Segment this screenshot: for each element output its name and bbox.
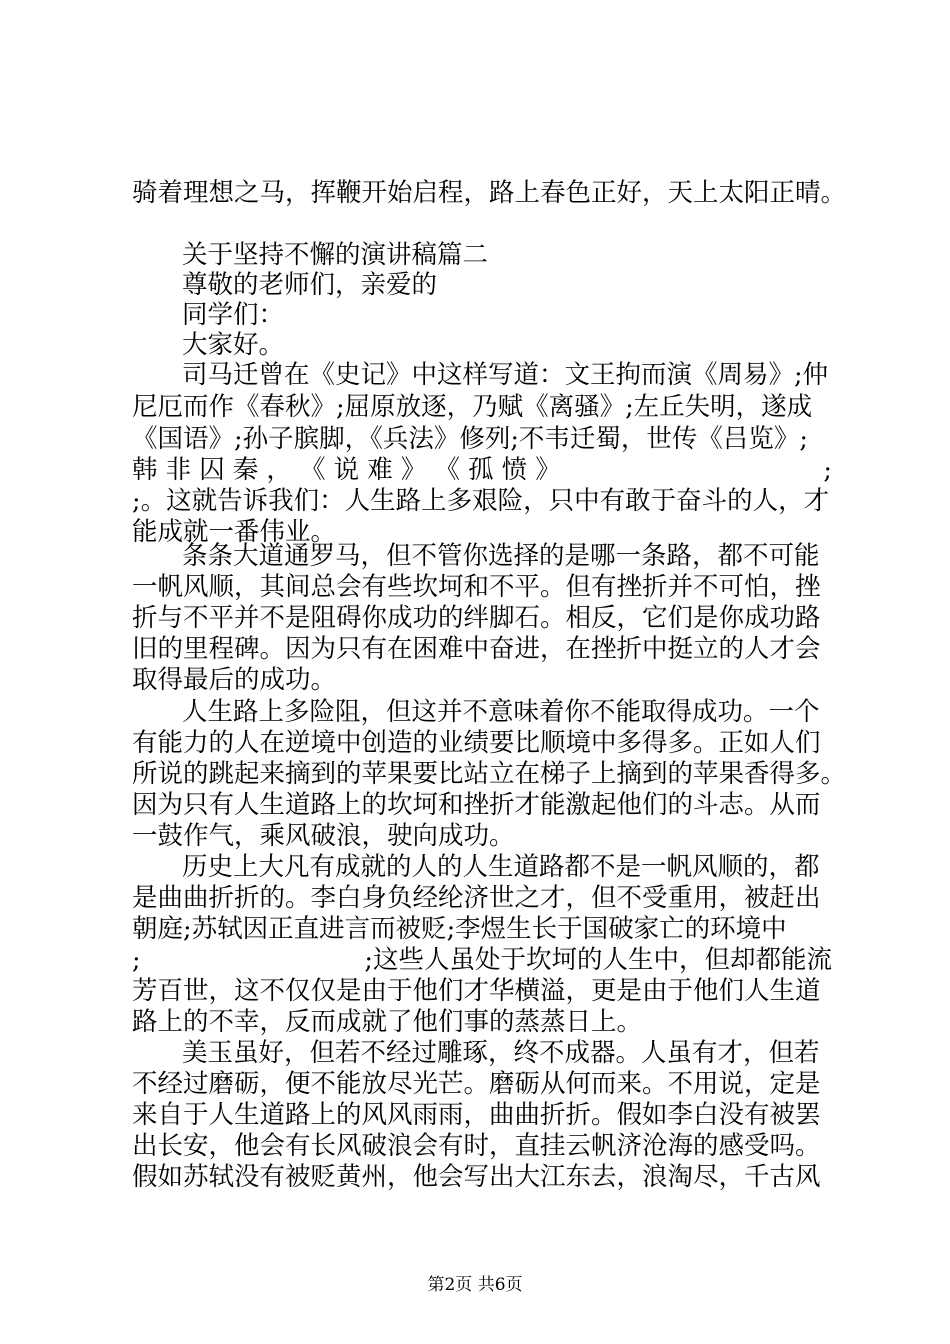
line-segment: ;这些人虽处于坎坷的人生中，但却都能流 — [364, 945, 832, 975]
paragraph-line: 旧的里程碑。因为只有在困难中奋进，在挫折中挺立的人才会 — [132, 634, 821, 664]
greeting-line: 尊敬的老师们，亲爱的 — [182, 270, 438, 300]
paragraph-line: 来自于人生道路上的风风雨雨，曲曲折折。假如李白没有被罢 — [132, 1100, 821, 1130]
paragraph-line: 折与不平并不是阻碍你成功的绊脚石。相反，它们是你成功路 — [132, 603, 821, 633]
paragraph-line: 美玉虽好，但若不经过雕琢，终不成器。人虽有才，但若 — [182, 1038, 820, 1068]
paragraph-line — [132, 945, 832, 975]
page-footer: 第2页 共6页 — [427, 1275, 523, 1295]
paragraph-line: 能成就一番伟业。 — [132, 517, 337, 547]
paragraph-line: 人生路上多险阻，但这并不意味着你不能取得成功。一个 — [182, 697, 820, 727]
paragraph-line: 路上的不幸，反而成就了他们事的蒸蒸日上。 — [132, 1007, 643, 1037]
paragraph-line: 不经过磨砺，便不能放尽光芒。磨砺从何而来。不用说，定是 — [132, 1069, 821, 1099]
paragraph-line: 一鼓作气，乘风破浪，驶向成功。 — [132, 821, 515, 851]
paragraph-line: 出长安，他会有长风破浪会有时，直挂云帆济沧海的感受吗。 — [132, 1131, 821, 1161]
paragraph-line: 芳百世，这不仅仅是由于他们才华横溢，更是由于他们人生道 — [132, 976, 821, 1006]
greeting-line: 大家好。 — [182, 330, 285, 360]
paragraph-line: 《国语》;孙子膑脚，《兵法》修列;不韦迁蜀，世传《吕览》; — [132, 424, 809, 454]
section-title: 关于坚持不懈的演讲稿篇二 — [182, 240, 489, 270]
paragraph-line: 一帆风顺，其间总会有些坎坷和不平。但有挫折并不可怕，挫 — [132, 572, 821, 602]
line-segment: 韩 非 囚 秦 ， 《 说 难 》 《 孤 愤 》 — [132, 455, 561, 485]
paragraph-line: 尼厄而作《春秋》;屈原放逐，乃赋《离骚》;左丘失明，遂成 — [132, 392, 813, 422]
paragraph-line: 取得最后的成功。 — [132, 665, 337, 695]
paragraph-line: 因为只有人生道路上的坎坷和挫折才能激起他们的斗志。从而 — [132, 790, 821, 820]
paragraph-line: 条条大道通罗马，但不管你选择的是哪一条路，都不可能 — [182, 541, 820, 571]
line-segment: ; — [132, 945, 141, 975]
paragraph-line: 朝庭;苏轼因正直进言而被贬;李煜生长于国破家亡的环境中 — [132, 914, 787, 944]
paragraph-line — [132, 455, 832, 485]
paragraph-line: 有能力的人在逆境中创造的业绩要比顺境中多得多。正如人们 — [132, 728, 821, 758]
paragraph-line: 历史上大凡有成就的人的人生道路都不是一帆风顺的，都 — [182, 852, 820, 882]
paragraph-line: 司马迁曾在《史记》中这样写道：文王拘而演《周易》;仲 — [182, 360, 829, 390]
intro-line: 骑着理想之马，挥鞭开始启程，路上春色正好，天上太阳正晴。 — [132, 178, 847, 208]
greeting-line: 同学们： — [182, 300, 285, 330]
paragraph-line: 假如苏轼没有被贬黄州，他会写出大江东去，浪淘尽，千古风 — [132, 1162, 821, 1192]
line-segment: ; — [823, 455, 832, 485]
paragraph-line: ;。这就告诉我们：人生路上多艰险，只中有敢于奋斗的人，才 — [132, 486, 830, 516]
paragraph-line: 所说的跳起来摘到的苹果要比站立在梯子上摘到的苹果香得多。 — [132, 759, 847, 789]
paragraph-line: 是曲曲折折的。李白身负经纶济世之才，但不受重用，被赶出 — [132, 883, 821, 913]
